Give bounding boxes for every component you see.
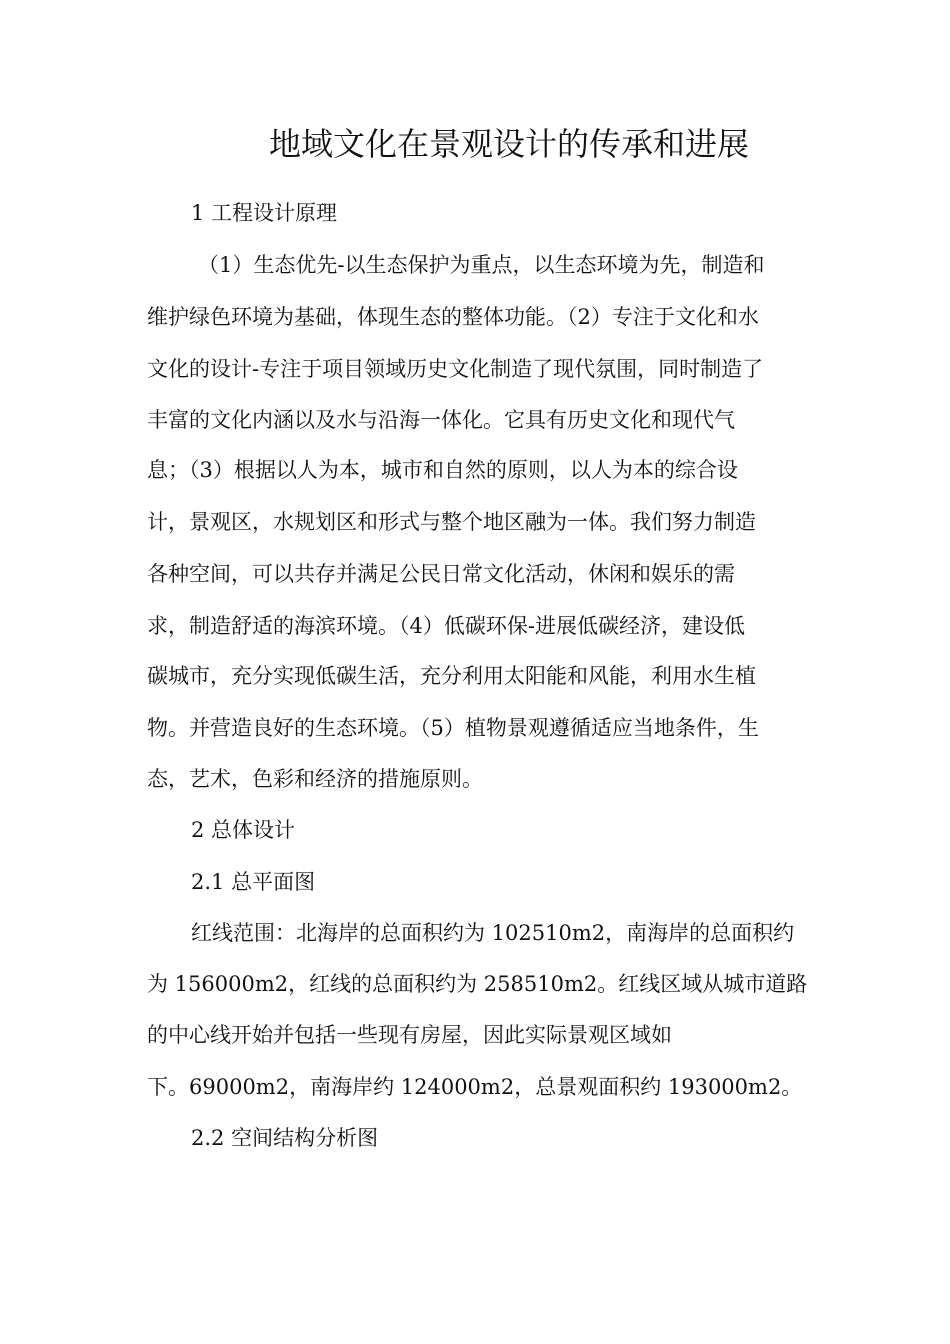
paragraph-line: 的中心线开始并包括一些现有房屋，因此实际景观区域如 [147, 1023, 672, 1047]
paragraph-line: 计，景观区，水规划区和形式与整个地区融为一体。我们努力制造 [147, 510, 756, 534]
paragraph-line: 维护绿色环境为基础，体现生态的整体功能。（2）专注于文化和水 [147, 305, 759, 329]
paragraph-line: 下。69000m2，南海岸约 124000m2，总景观面积约 193000m2。 [147, 1075, 803, 1099]
paragraph-line: 丰富的文化内涵以及水与沿海一体化。它具有历史文化和现代气 [147, 408, 735, 432]
paragraph-line: （1）生态优先-以生态保护为重点，以生态环境为先，制造和 [198, 253, 765, 277]
section-heading-2: 2 总体设计 [191, 818, 296, 842]
paragraph-line: 为 156000m2，红线的总面积约为 258510m2。红线区域从城市道路 [147, 972, 808, 996]
paragraph-line: 红线范围：北海岸的总面积约为 102510m2，南海岸的总面积约 [191, 921, 795, 945]
document-body [147, 0, 807, 1344]
paragraph-line: 态，艺术，色彩和经济的措施原则。 [147, 767, 483, 791]
document-title: 地域文化在景观设计的传承和进展 [268, 125, 749, 163]
paragraph-line: 物。并营造良好的生态环境。（5）植物景观遵循适应当地条件，生 [147, 716, 759, 740]
paragraph-line: 碳城市，充分实现低碳生活，充分利用太阳能和风能，利用水生植 [147, 664, 756, 688]
section-heading-2-1: 2.1 总平面图 [191, 870, 316, 894]
paragraph-line: 息；（3）根据以人为本，城市和自然的原则，以人为本的综合设 [147, 458, 738, 482]
section-heading-2-2: 2.2 空间结构分析图 [191, 1126, 379, 1150]
paragraph-line: 求，制造舒适的海滨环境。（4）低碳环保-进展低碳经济，建设低 [147, 614, 745, 638]
paragraph-line: 文化的设计-专注于项目领域历史文化制造了现代氛围，同时制造了 [147, 357, 764, 381]
section-heading-1: 1 工程设计原理 [191, 201, 338, 225]
paragraph-line: 各种空间，可以共存并满足公民日常文化活动，休闲和娱乐的需 [147, 562, 735, 586]
